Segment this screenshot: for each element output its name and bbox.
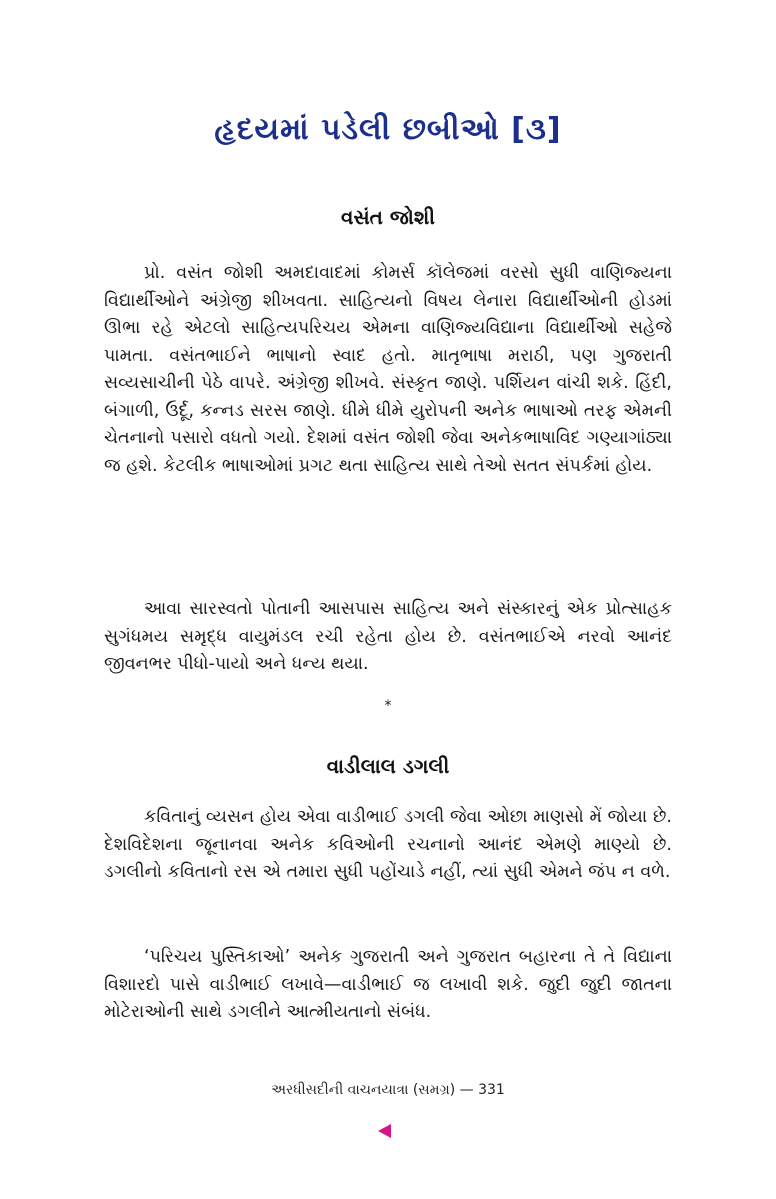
triangle-left-icon[interactable] (378, 1124, 391, 1138)
paragraph-vasant-1: પ્રો. વસંત જોશી અમદાવાદમાં કોમર્સ કૉલેજમાં વરસો સુધી વાણિજ્યના વિદ્યાર્થીઓને અંગ્રેજી શીખવતા. સાહિત્યનો વિષય લેનારા વિદ્યાર્થીઓની હોડમાં ઊભા રહે એટલો સાહિત્યપરિચય એમના વાણિજ્યવિદ્યાના વિદ્યાર્થીઓ સહેજે પામતા. વસંતભાઈને ભાષાનો સ્વાદ હતો. માતૃભાષા મરાઠી, પણ ગુજરાતી સવ્યસાચીની પેઠે વાપરે. અંગ્રેજી શીખવે. સંસ્કૃત જાણે. પર્શિયન વાંચી શકે. હિંદી, બંગાળી, ઉર્દૂ, કન્નડ સરસ જાણે. ધીમે ધીમે યુરોપની અનેક ભાષાઓ તરફ એમની ચેતનાનો પસારો વધતો ગયો. દેશમાં વસંત જોશી જેવા અનેકભાષાવિદ ગણ્યાગાંઠ્યા જ હશે. કેટલીક ભાષાઓમાં પ્રગટ થતા સાહિત્ય સાથે તેઓ સતત સંપર્કમાં હોય. (104, 263, 672, 476)
page-title: હૃદયમાં પડેલી છબીઓ [૩] (214, 112, 562, 147)
paragraph-vadilal-2: ‘પરિચય પુસ્તિકાઓ’ અનેક ગુજરાતી અને ગુજરાત બહારના તે તે વિદ્યાના વિશારદો પાસે વાડીભાઈ લખાવે—વાડીભાઈ જ લખાવી શકે. જુદી જુદી જાતના મોટેરાઓની સાથે ડગલીને આત્મીયતાનો સંબંધ. (104, 947, 672, 1022)
page-footer: અરધીસદીની વાચનયાત્રા (સમગ્ર) — 331 (271, 1082, 505, 1098)
section-heading-vasant-joshi: વસંત જોશી (341, 205, 435, 229)
paragraph-vasant-2: આવા સારસ્વતો પોતાની આસપાસ સાહિત્ય અને સંસ્કારનું એક પ્રોત્સાહક સુગંધમય સમૃદ્ધ વાયુમંડલ રચી રહેતા હોય છે. વસંતભાઈએ નરવો આનંદ જીવનભર પીધો-પાયો અને ધન્ય થયા. (104, 599, 672, 674)
section-separator: * (384, 698, 392, 714)
paragraph-vadilal-1: કવિતાનું વ્યસન હોય એવા વાડીભાઈ ડગલી જેવા ઓછા માણસો મેં જોયા છે. દેશવિદેશના જૂનાનવા અનેક કવિઓની રચનાનો આનંદ એમણે માણ્યો છે. ડગલીનો કવિતાનો રસ એ તમારા સુધી પહોંચાડે નહીં, ત્યાં સુધી એમને જંપ ન વળે. (104, 807, 672, 882)
section-heading-vadilal-dagli: વાડીલાલ ડગલી (326, 754, 450, 778)
